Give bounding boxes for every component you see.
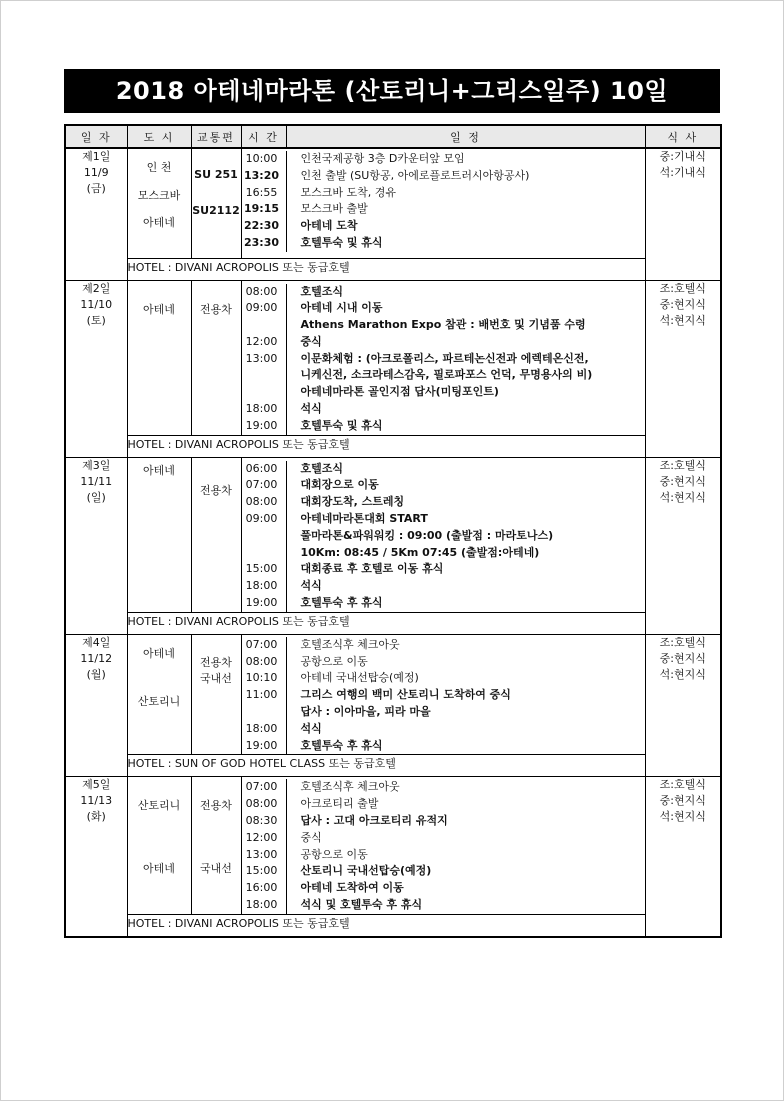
header-time: 시 간 [241, 125, 286, 148]
transport-cell [191, 634, 241, 755]
day-row [65, 280, 721, 435]
day-date: 11/11 [80, 474, 113, 488]
schedule-time: 23:30 [243, 235, 279, 249]
schedule-item: 아테네 국내선탑승(예정) [286, 670, 645, 687]
transport-name: 전용차 [200, 799, 232, 813]
schedule-time: 12:00 [245, 830, 278, 844]
city-name: 모스크바 [137, 189, 181, 202]
hotel-info: HOTEL : DIVANI ACROPOLIS 또는 동급호텔 [127, 258, 645, 280]
day-date: 11/12 [80, 651, 113, 665]
schedule-time: 13:00 [245, 847, 278, 861]
schedule-item: 호텔조식 [286, 284, 645, 301]
meal-item: 중:현지식 [659, 794, 706, 808]
schedule-item: 아테네 시내 이동 [286, 300, 645, 317]
schedule-time: 08:00 [245, 797, 278, 811]
day-row [65, 777, 721, 914]
table-header-row [65, 125, 721, 148]
day-date: 11/9 [83, 166, 109, 179]
schedule-time: 18:00 [245, 721, 278, 735]
schedule-line [242, 561, 645, 578]
meal-item: 조:호텔식 [659, 458, 706, 472]
schedule-line [242, 863, 645, 880]
schedule-item: 호텔조식 [286, 461, 645, 478]
day-weekday: (일) [86, 490, 106, 504]
meal-item: 조:호텔식 [659, 778, 706, 792]
hotel-info: HOTEL : DIVANI ACROPOLIS 또는 동급호텔 [127, 612, 645, 634]
schedule-time: 13:20 [243, 168, 279, 182]
schedule-item: 대회장도착, 스트레칭 [286, 494, 645, 511]
schedule-line [242, 168, 645, 185]
schedule-item: 아크로티리 출발 [286, 796, 645, 813]
city-cell [127, 457, 191, 612]
day-label: 제4일 [82, 635, 111, 649]
schedule-line [242, 880, 645, 897]
day-cell [65, 148, 127, 280]
hotel-row [65, 755, 721, 777]
schedule-line [242, 477, 645, 494]
schedule-line [242, 334, 645, 351]
transport-cell [191, 457, 241, 612]
city-name: 아테네 [143, 302, 175, 316]
city-name: 아테네 [143, 463, 175, 477]
meal-item: 조:호텔식 [659, 281, 706, 295]
schedule-item: 풀마라톤&파워워킹 : 09:00 (출발점 : 마라토나스) [286, 528, 645, 545]
schedule-line [242, 545, 645, 562]
day-weekday: (화) [86, 810, 106, 824]
meal-item: 조:호텔식 [659, 635, 706, 649]
schedule-line [242, 897, 645, 914]
schedule-cell [241, 634, 645, 755]
schedule-item: 10Km: 08:45 / 5Km 07:45 (출발점:아테네) [286, 545, 645, 562]
transport-name: 국내선 [200, 671, 232, 685]
schedule-line [242, 847, 645, 864]
schedule-item: 아테네마라톤대회 START [286, 511, 645, 528]
transport-name: 전용차 [200, 302, 232, 316]
header-city: 도 시 [127, 125, 191, 148]
schedule-line [242, 151, 645, 168]
schedule-time: 19:00 [245, 418, 278, 432]
schedule-time: 22:30 [243, 219, 279, 233]
schedule-time: 09:00 [245, 301, 278, 315]
schedule-cell [241, 280, 645, 435]
schedule-item: 호텔조식후 체크아웃 [286, 637, 645, 654]
day-cell [65, 457, 127, 634]
schedule-item: 아테네 도착 [286, 218, 645, 235]
schedule-time [242, 317, 282, 334]
transport-name: SU 251 [194, 168, 238, 181]
schedule-time: 09:00 [245, 512, 278, 526]
schedule-time: 11:00 [245, 688, 278, 702]
header-day: 일 자 [65, 125, 127, 148]
schedule-line [242, 687, 645, 704]
day-weekday: (금) [86, 182, 106, 195]
meal-item: 중:현지식 [659, 651, 706, 665]
schedule-time: 19:00 [245, 738, 278, 752]
day-cell [65, 634, 127, 777]
city-name: 인 천 [146, 161, 172, 174]
hotel-info: HOTEL : DIVANI ACROPOLIS 또는 동급호텔 [127, 435, 645, 457]
schedule-time: 16:55 [245, 185, 278, 199]
schedule-item: 산토리니 국내선탑승(예정) [286, 863, 645, 880]
schedule-line [242, 494, 645, 511]
schedule-line [242, 796, 645, 813]
day-cell [65, 280, 127, 457]
schedule-time: 15:00 [245, 864, 278, 878]
transport-cell [191, 280, 241, 435]
schedule-line [242, 461, 645, 478]
schedule-line [242, 367, 645, 384]
schedule-item: 중식 [286, 334, 645, 351]
schedule-time [242, 528, 282, 545]
schedule-item: Athens Marathon Expo 참관 : 배번호 및 기념품 수령 [286, 317, 645, 334]
schedule-line [242, 654, 645, 671]
schedule-line [242, 511, 645, 528]
schedule-time: 07:00 [245, 637, 278, 651]
meal-cell [645, 148, 721, 280]
meal-cell [645, 634, 721, 777]
day-label: 제1일 [82, 150, 111, 163]
schedule-time: 08:00 [245, 495, 278, 509]
schedule-line [242, 721, 645, 738]
schedule-line [242, 578, 645, 595]
schedule-time [242, 704, 282, 721]
schedule-item: 답사 : 이아마을, 피라 마을 [286, 704, 645, 721]
schedule-time: 18:00 [245, 402, 278, 416]
meal-item: 석:현지식 [659, 667, 706, 681]
schedule-item: 석식 [286, 401, 645, 418]
schedule-line [242, 300, 645, 317]
city-name: 산토리니 [137, 799, 181, 813]
schedule-time [242, 367, 282, 384]
schedule-line [242, 317, 645, 334]
schedule-time: 18:00 [245, 579, 278, 593]
schedule-line [242, 670, 645, 687]
city-cell [127, 148, 191, 258]
day-row [65, 457, 721, 612]
schedule-cell [241, 148, 645, 258]
schedule-line [242, 351, 645, 368]
schedule-line [242, 401, 645, 418]
schedule-line [242, 418, 645, 435]
city-cell [127, 280, 191, 435]
schedule-item: 이문화체험 : (아크로폴리스, 파르테논신전과 에렉테온신전, [286, 351, 645, 368]
schedule-item: 호텔투숙 및 휴식 [286, 235, 645, 252]
meal-item: 석:현지식 [659, 313, 706, 327]
city-name: 아테네 [143, 216, 175, 229]
schedule-line [242, 830, 645, 847]
itinerary-table [64, 124, 722, 938]
schedule-item: 호텔투숙 후 휴식 [286, 595, 645, 612]
city-cell [127, 634, 191, 755]
schedule-item: 석식 및 호텔투숙 후 휴식 [286, 897, 645, 914]
schedule-item: 호텔조식후 체크아웃 [286, 779, 645, 796]
schedule-item: 석식 [286, 721, 645, 738]
day-weekday: (토) [86, 313, 106, 327]
day-label: 제2일 [82, 281, 111, 295]
schedule-line [242, 813, 645, 830]
schedule-item: 모스크바 도착, 경유 [286, 185, 645, 202]
day-weekday: (월) [86, 667, 106, 681]
schedule-item: 공항으로 이동 [286, 654, 645, 671]
schedule-item: 공항으로 이동 [286, 847, 645, 864]
schedule-time [242, 545, 282, 562]
schedule-time: 07:00 [245, 478, 278, 492]
schedule-line [242, 235, 645, 252]
transport-name: 국내선 [200, 862, 232, 876]
schedule-cell [241, 777, 645, 914]
transport-name: 전용차 [200, 655, 232, 669]
city-name: 아테네 [143, 646, 175, 660]
schedule-time: 10:10 [245, 671, 278, 685]
transport-cell [191, 148, 241, 258]
schedule-item: 인천 출발 (SU항공, 아에로플로트러시아항공사) [286, 168, 645, 185]
schedule-item: 대회장으로 이동 [286, 477, 645, 494]
meal-cell [645, 457, 721, 634]
schedule-line [242, 201, 645, 218]
schedule-line [242, 384, 645, 401]
schedule-time: 12:00 [245, 334, 278, 348]
meal-item: 중:기내식 [659, 150, 706, 163]
day-row [65, 634, 721, 755]
schedule-item: 답사 : 고대 아크로티리 유적지 [286, 813, 645, 830]
meal-cell [645, 280, 721, 457]
day-date: 11/10 [80, 297, 113, 311]
schedule-item: 아테네 도착하여 이동 [286, 880, 645, 897]
meal-item: 중:현지식 [659, 297, 706, 311]
schedule-line [242, 779, 645, 796]
schedule-item: 그리스 여행의 백미 산토리니 도착하여 중식 [286, 687, 645, 704]
hotel-info: HOTEL : SUN OF GOD HOTEL CLASS 또는 동급호텔 [127, 755, 645, 777]
transport-name: SU2112 [192, 204, 240, 217]
schedule-item: 니케신전, 소크라테스감옥, 필로파포스 언덕, 무명용사의 비) [286, 367, 645, 384]
schedule-line [242, 528, 645, 545]
meal-item: 석:기내식 [659, 166, 706, 179]
transport-cell [191, 777, 241, 914]
city-name: 아테네 [143, 862, 175, 876]
transport-name: 전용차 [200, 483, 232, 497]
hotel-row [65, 435, 721, 457]
header-meal: 식 사 [645, 125, 721, 148]
document-title: 2018 아테네마라톤 (산토리니+그리스일주) 10일 [64, 69, 720, 113]
schedule-time: 06:00 [245, 461, 278, 475]
schedule-item: 호텔투숙 및 휴식 [286, 418, 645, 435]
schedule-time: 16:00 [245, 881, 278, 895]
schedule-item: 석식 [286, 578, 645, 595]
schedule-time: 18:00 [245, 898, 278, 911]
schedule-time: 19:00 [245, 596, 278, 610]
meal-item: 석:현지식 [659, 810, 706, 824]
hotel-row [65, 914, 721, 937]
schedule-item: 아테네마라톤 골인지점 답사(미팅포인트) [286, 384, 645, 401]
schedule-line [242, 704, 645, 721]
meal-item: 중:현지식 [659, 474, 706, 488]
schedule-item: 대회종료 후 호텔로 이동 휴식 [286, 561, 645, 578]
schedule-line [242, 284, 645, 301]
schedule-time: 15:00 [245, 562, 278, 576]
schedule-time: 13:00 [245, 351, 278, 365]
hotel-row [65, 612, 721, 634]
schedule-line [242, 637, 645, 654]
hotel-row [65, 258, 721, 280]
meal-cell [645, 777, 721, 937]
schedule-item: 중식 [286, 830, 645, 847]
city-name: 산토리니 [137, 694, 181, 708]
schedule-time: 08:00 [245, 654, 278, 668]
day-cell [65, 777, 127, 937]
schedule-time: 08:00 [245, 284, 278, 298]
schedule-time [242, 384, 282, 401]
schedule-time: 19:15 [243, 202, 279, 216]
schedule-line [242, 218, 645, 235]
schedule-line [242, 595, 645, 612]
schedule-line [242, 185, 645, 202]
schedule-item: 호텔투숙 후 휴식 [286, 738, 645, 755]
schedule-item: 인천국제공항 3층 D카운터앞 모임 [286, 151, 645, 168]
day-row [65, 148, 721, 258]
day-label: 제3일 [82, 458, 111, 472]
day-label: 제5일 [82, 778, 111, 792]
schedule-time: 08:30 [245, 814, 278, 828]
schedule-time: 07:00 [245, 780, 278, 794]
header-transport: 교통편 [191, 125, 241, 148]
meal-item: 석:현지식 [659, 490, 706, 504]
schedule-cell [241, 457, 645, 612]
schedule-line [242, 738, 645, 755]
hotel-info: HOTEL : DIVANI ACROPOLIS 또는 동급호텔 [127, 914, 645, 937]
city-cell [127, 777, 191, 914]
schedule-item: 모스크바 출발 [286, 201, 645, 218]
header-schedule: 일 정 [286, 125, 645, 148]
schedule-time: 10:00 [245, 152, 278, 165]
day-date: 11/13 [80, 794, 113, 808]
